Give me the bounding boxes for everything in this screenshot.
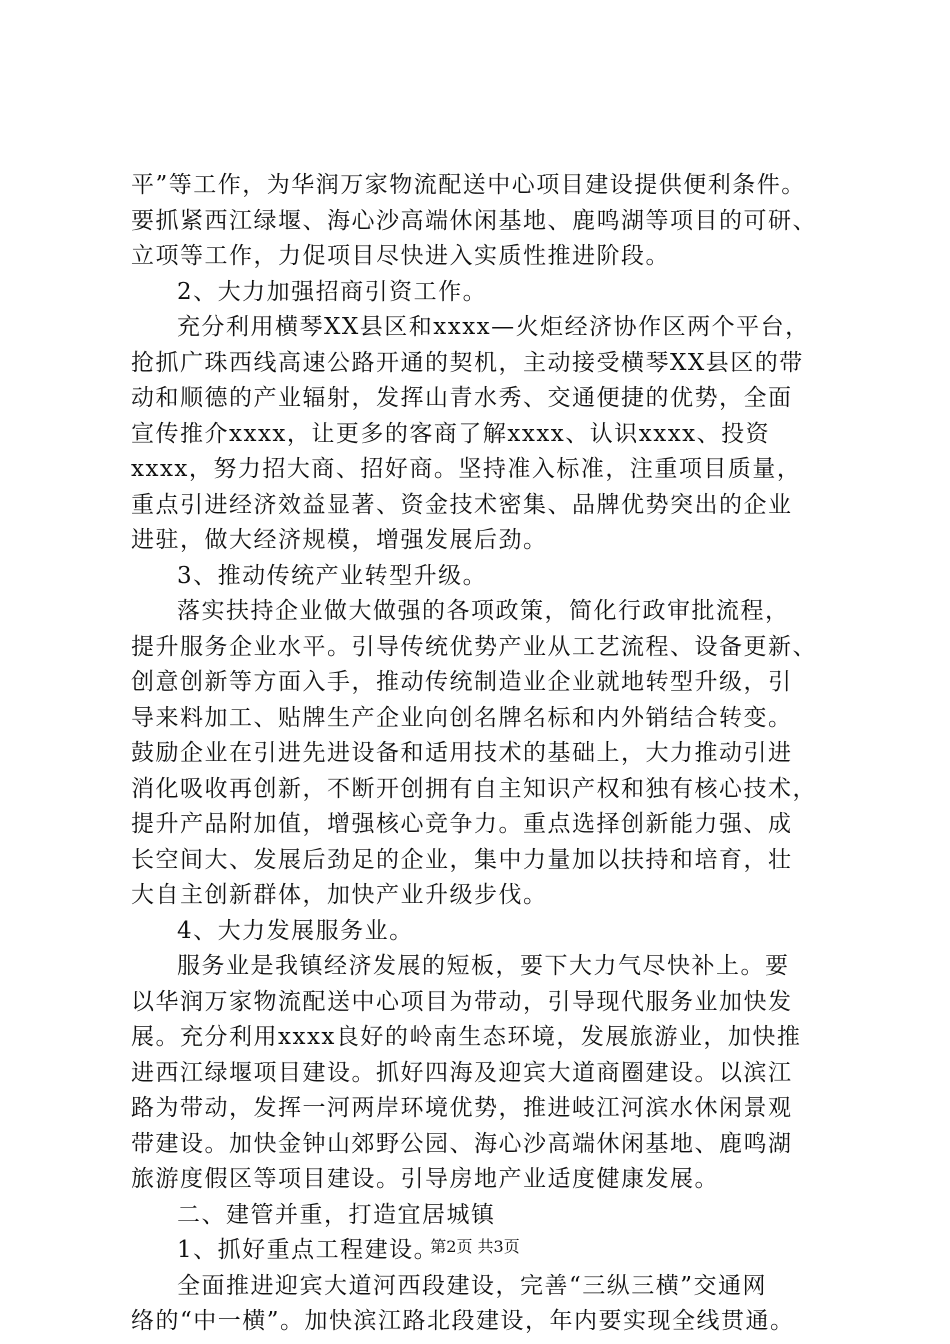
text-line: 进驻，做大经济规模，增强发展后劲。 — [131, 527, 548, 553]
text-line: 3、推动传统产业转型升级。 — [177, 562, 488, 589]
text-line: 二、建管并重，打造宜居城镇 — [177, 1201, 496, 1228]
text-line: 平”等工作，为华润万家物流配送中心项目建设提供便利条件。 — [131, 172, 806, 198]
text-line: 导来料加工、贴牌生产企业向创名牌名标和内外销结合转变。 — [131, 704, 793, 731]
text-line: 全面推进迎宾大道河西段建设，完善“三纵三横”交通网 — [177, 1272, 768, 1299]
text-line: 宣传推介xxxx，让更多的客商了解xxxx、认识xxxx、投资 — [131, 420, 771, 447]
text-line: 进西江绿堰项目建设。抓好四海及迎宾大道商圈建设。以滨江 — [131, 1059, 793, 1086]
text-line: 大自主创新群体，加快产业升级步伐。 — [131, 882, 548, 908]
text-line: 4、大力发展服务业。 — [177, 917, 414, 944]
text-line: 动和顺德的产业辐射，发挥山青水秀、交通便捷的优势，全面 — [131, 385, 793, 411]
text-line: 带建设。加快金钟山郊野公园、海心沙高端休闲基地、鹿鸣湖 — [131, 1130, 793, 1157]
text-line: 长空间大、发展后劲足的企业，集中力量加以扶持和培育，壮 — [131, 846, 793, 873]
text-line: 1、抓好重点工程建设。 — [177, 1237, 439, 1263]
text-line: 重点引进经济效益显著、资金技术密集、品牌优势突出的企业 — [131, 491, 793, 518]
text-line: 服务业是我镇经济发展的短板，要下大力气尽快补上。要 — [177, 953, 790, 979]
text-line: 旅游度假区等项目建设。引导房地产业适度健康发展。 — [131, 1166, 719, 1192]
text-line: 2、大力加强招商引资工作。 — [177, 278, 488, 305]
text-line: xxxx，努力招大商、招好商。坚持准入标准，注重项目质量， — [131, 456, 802, 482]
page-footer: 第2页 共3页 — [430, 1237, 520, 1256]
text-line: 创意创新等方面入手，推动传统制造业企业就地转型升级，引 — [131, 669, 793, 695]
text-line: 消化吸收再创新，不断开创拥有自主知识产权和独有核心技术， — [131, 775, 817, 802]
text-line: 落实扶持企业做大做强的各项政策，简化行政审批流程， — [177, 598, 790, 624]
document-body — [131, 168, 831, 1340]
text-line: 抢抓广珠西线高速公路开通的契机，主动接受横琴XX县区的带 — [131, 349, 804, 376]
text-line: 路为带动，发挥一河两岸环境优势，推进岐江河滨水休闲景观 — [131, 1095, 793, 1121]
text-line: 要抓紧西江绿堰、海心沙高端休闲基地、鹿鸣湖等项目的可研、 — [131, 207, 817, 234]
text-line: 络的“中一横”。加快滨江路北段建设，年内要实现全线贯通。 — [131, 1308, 795, 1334]
text-line: 展。充分利用xxxx良好的岭南生态环境，发展旅游业，加快推 — [131, 1024, 802, 1050]
text-line: 鼓励企业在引进先进设备和适用技术的基础上，大力推动引进 — [131, 740, 793, 766]
text-line: 提升产品附加值，增强核心竞争力。重点选择创新能力强、成 — [131, 811, 793, 837]
text-line: 充分利用横琴XX县区和xxxx—火炬经济协作区两个平台， — [177, 314, 810, 340]
text-line: 提升服务企业水平。引导传统优势产业从工艺流程、设备更新、 — [131, 633, 817, 660]
text-line: 以华润万家物流配送中心项目为带动，引导现代服务业加快发 — [131, 988, 793, 1015]
text-line: 立项等工作，力促项目尽快进入实质性推进阶段。 — [131, 243, 670, 269]
